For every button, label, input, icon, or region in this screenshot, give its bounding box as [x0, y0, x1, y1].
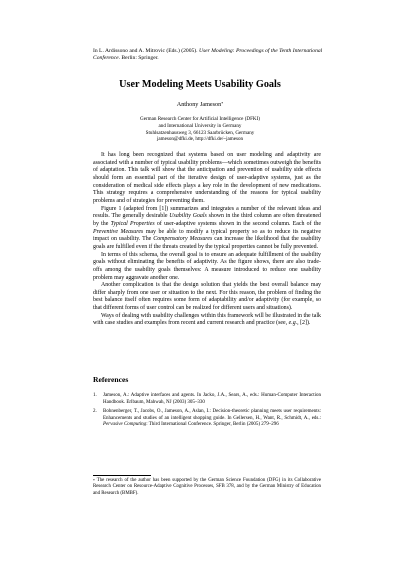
- reference-number: 2.: [93, 409, 97, 415]
- term-usability-goals: Usability Goals: [169, 213, 207, 220]
- reference-venue: Pervasive Computing: [103, 422, 147, 428]
- reference-item: [93, 409, 321, 429]
- footnote: [93, 478, 321, 497]
- affiliation-address: Stuhlsatzenhausweg 3, 66123 Saarbrücken, Germany: [145, 129, 255, 136]
- text-run: Figure 1 (adapted from [1]) summarizes and integrates a number of the relevant ideas and results. The generally desirable: [93, 205, 321, 220]
- term-compensatory-measures: Compensatory Measures: [153, 236, 213, 243]
- paragraph-1: It has long been recognized that systems based on user modeling and adaptivity are associated with a number of typical usability problems—which sometimes outweigh the benefits of adaptation. This talk will show that the anticipation and prevention of usability side effects should form an essential part of the iterative design of user-adaptive systems, just as the consideration of medical side effects plays a key role in the development of new medications. This strategy requires a comprehensive understanding of the reasons for typical usability problems and of strategies for preventing them.: [93, 152, 321, 204]
- abstract-body: [93, 152, 321, 328]
- affiliation-block: [0, 116, 400, 143]
- text-run: shown in the third column are often threatened by the: [93, 213, 321, 227]
- paragraph-5: [93, 313, 321, 328]
- footnote-mark: *: [93, 479, 95, 483]
- affiliation-line: and International University in Germany: [158, 122, 242, 129]
- reference-number: 1.: [93, 393, 97, 398]
- paragraph-4: Another complication is that the design solution that yields the best overall balance may differ sharply from one user or situation to the next. For this reason, the problem of finding the best balance itself often requires some form of adaptability and/or adaptivity (for example, so that different forms of user control can be realized for different users and situations).: [93, 282, 321, 312]
- paragraph-2: [93, 206, 321, 252]
- author-name: Anthony Jameson: [176, 101, 222, 108]
- text-run: may be able to modify a typical property so as to reduce its negative impact on usability. The: [93, 228, 321, 243]
- paragraph-3: In terms of this schema, the overall goal is to ensure an adequate fulfillment of the usability goals without eliminating the benefits of adaptivity. As the figure shows, there are also trade-offs among the usability goals themselves: A measure introduced to reduce one usability problem may aggravate another one.: [93, 251, 321, 281]
- reference-item: [93, 393, 321, 406]
- author-footnote-mark: *: [221, 101, 224, 106]
- references-list: [93, 393, 321, 432]
- term-preventive-measures: Preventive Measures: [93, 228, 144, 235]
- affiliation-line: German Research Center for Artificial Intelligence (DFKI): [140, 116, 260, 122]
- term-typical-properties: Typical Properties: [110, 220, 155, 227]
- references-heading: References: [93, 375, 129, 384]
- citation-header: [93, 48, 323, 63]
- text-run: can increase the likelihood that the usability goals are fulfilled even if the threats created by the typical properties cannot be fully prevented.: [93, 236, 321, 250]
- footnote-divider: [93, 475, 151, 476]
- reference-text: Bohnenberger, T., Jacobs, O., Jameson, A., Aslan, I.: Decision-theoretic planning meets user requirements: Enhancements and studies of an intelligent shopping guide. In Gellersen, H., Want, R., Schmidt, A., eds.:: [103, 409, 321, 421]
- text-run: Ways of dealing with usability challenges within this framework will be illustrated in the talk with case studies and examples from recent and current research and practice (see,: [93, 312, 321, 327]
- affiliation-contact: jameson@dfki.de, http://dfki.de/~jameson: [156, 136, 244, 143]
- text-run: , [2]).: [297, 320, 311, 327]
- text-run: of user-adaptive systems shown in the second column. Each of the: [154, 220, 321, 227]
- citation-prefix: In L. Ardissono and A. Mitrovic (Eds.) (2005).: [93, 48, 199, 54]
- author-line: [0, 101, 400, 109]
- citation-venue: User Modeling: Proceedings of the Tenth International Conference: [93, 48, 323, 62]
- paper-title: User Modeling Meets Usability Goals: [119, 79, 281, 90]
- reference-text-tail: : Third International Conference. Springer, Berlin (2005) 279–296: [146, 422, 279, 428]
- reference-text: Jameson, A.: Adaptive interfaces and agents. In Jacko, J.A., Sears, A., eds.: Human-Computer Interaction Handbook. Erlbaum, Mahwah, NJ (2003) 305–330: [103, 393, 321, 405]
- footnote-text: The research of the author has been supported by the German Science Foundation (DFG) in its Collaborative Research Center on Resource-Adaptive Cognitive Processes, SFB 378, and by the German Ministry of Education and Research (BMBF).: [93, 478, 321, 496]
- term-eg: e.g.: [288, 320, 298, 327]
- citation-suffix: . Berlin: Springer.: [118, 55, 159, 62]
